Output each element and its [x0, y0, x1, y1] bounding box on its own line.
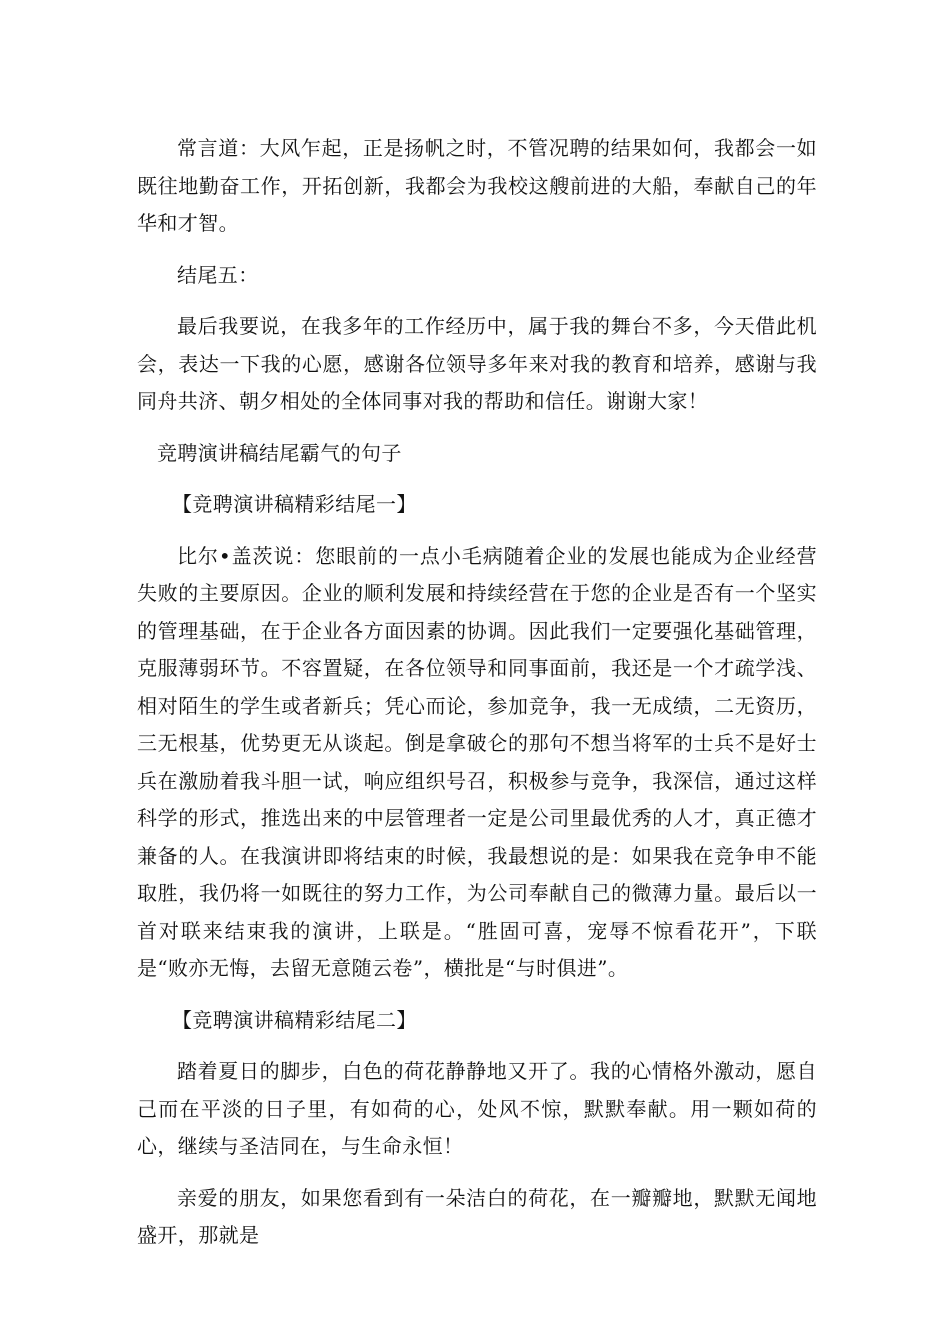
- subsection-title-two: 【竞聘演讲稿精彩结尾二】: [172, 1007, 417, 1032]
- paragraph-ending-five-body: 最后我要说，在我多年的工作经历中，属于我的舞台不多，今天借此机会，表达一下我的心愿，感谢各位领导多年来对我的教育和培养，感谢与我同舟共济、朝夕相处的全体同事对我的帮助和信任。谢谢大家！: [137, 314, 817, 413]
- document-page: [137, 130, 817, 1255]
- section-title: 竞聘演讲稿结尾霸气的句子: [157, 440, 402, 465]
- paragraph-ending-five-label: 结尾五：: [177, 262, 259, 287]
- subsection-two-body-1: 踏着夏日的脚步，白色的荷花静静地又开了。我的心情格外激动，愿自己而在平淡的日子里，有如荷的心，处风不惊，默默奉献。用一颗如荷的心，继续与圣洁同在，与生命永恒！: [137, 1059, 817, 1158]
- subsection-two-body-2: 亲爱的朋友，如果您看到有一朵洁白的荷花，在一瓣瓣地，默默无闻地盛开，那就是: [137, 1185, 817, 1247]
- paragraph-opening: 常言道：大风乍起，正是扬帆之时，不管况聘的结果如何，我都会一如既往地勤奋工作，开拓创新，我都会为我校这艘前进的大船，奉献自己的年华和才智。: [137, 136, 817, 235]
- subsection-title-one: 【竞聘演讲稿精彩结尾一】: [172, 492, 417, 516]
- subsection-one-body: 比尔•盖茨说：您眼前的一点小毛病随着企业的发展也能成为企业经营失败的主要原因。企业的顺利发展和持续经营在于您的企业是否有一个坚实的管理基础，在于企业各方面因素的协调。因此我们一定要强化基础管理，克服薄弱环节。不容置疑，在各位领导和同事面前，我还是一个才疏学浅、相对陌生的学生或者新兵；凭心而论，参加竞争，我一无成绩，二无资历，三无根基，优势更无从谈起。倒是拿破仑的那句不想当将军的士兵不是好士兵在激励着我斗胆一试，响应组织号召，积极参与竞争，我深信，通过这样科学的形式，推选出来的中层管理者一定是公司里最优秀的人才，真正德才兼备的人。在我演讲即将结束的时候，我最想说的是：如果我在竞争申不能取胜，我仍将一如既往的努力工作，为公司奉献自己的微薄力量。最后以一首对联来结束我的演讲，上联是。“胜固可喜，宠辱不惊看花开”，下联是“败亦无悔，去留无意随云卷”，横批是“与时俱进”。: [137, 543, 817, 980]
